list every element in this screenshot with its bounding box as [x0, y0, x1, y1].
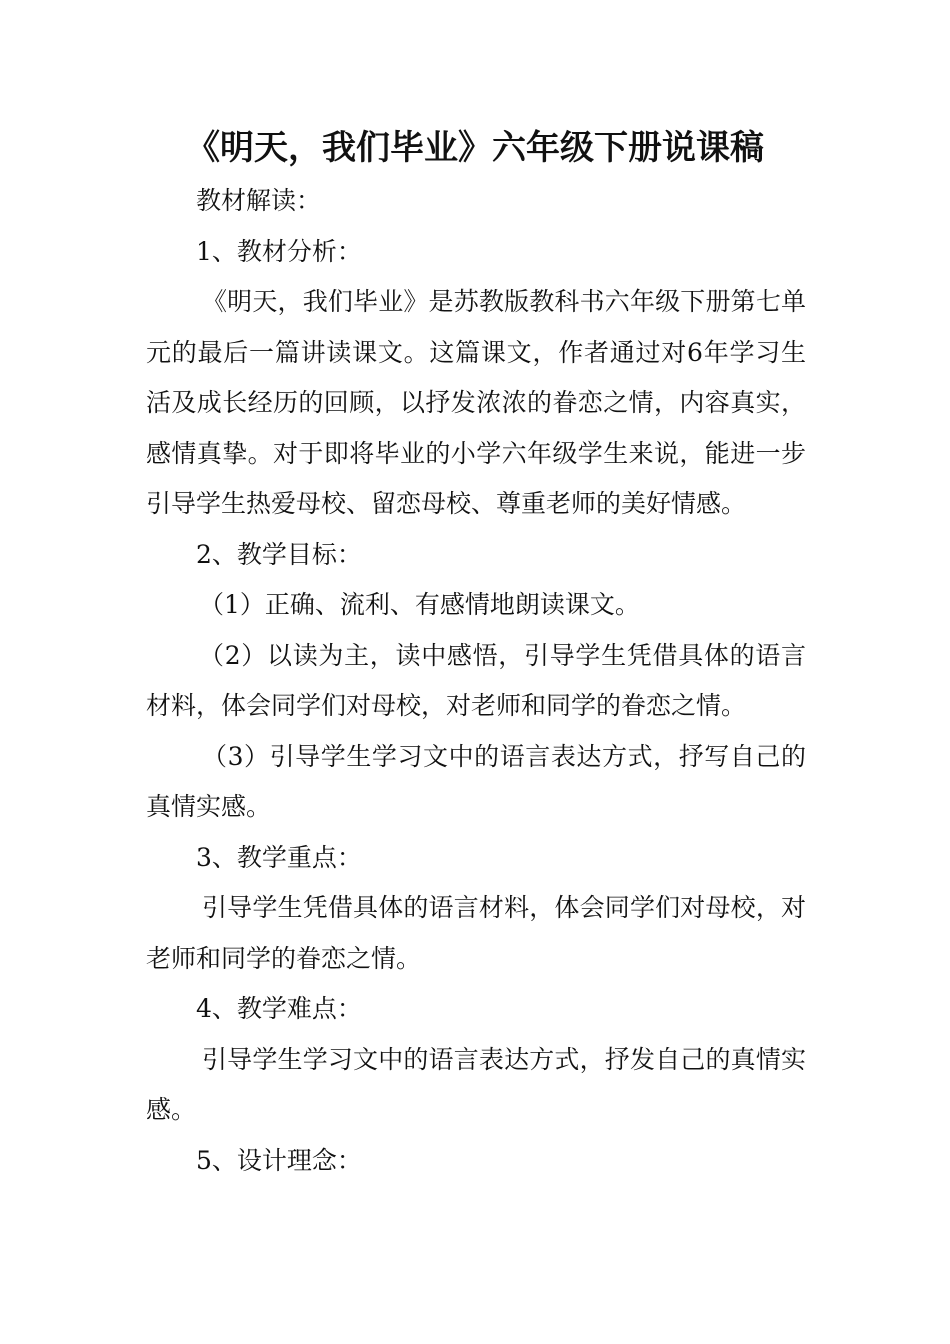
section-heading-design-concept: 5、设计理念： [196, 1145, 362, 1175]
paragraph-teaching-focus: 引导学生凭借具体的语言材料，体会同学们对母校，对老师和同学的眷恋之情。 [146, 893, 806, 973]
section-heading-teaching-difficulty: 4、教学难点： [196, 994, 362, 1023]
paragraph-goal-1: （1）正确、流利、有感情地朗读课文。 [199, 590, 640, 619]
section-heading-textbook-analysis: 1、教材分析： [196, 236, 362, 266]
paragraph-goal-3: （3）引导学生学习文中的语言表达方式，抒写自己的真情实感。 [146, 741, 806, 821]
paragraph-teaching-difficulty: 引导学生学习文中的语言表达方式，抒发自己的真情实感。 [146, 1044, 806, 1124]
section-heading-teaching-goals: 2、教学目标： [196, 539, 362, 569]
section-heading-teaching-focus: 3、教学重点： [196, 842, 362, 872]
section-heading-textbook-reading: 教材解读： [196, 186, 322, 215]
paragraph-textbook-analysis: 《明天，我们毕业》是苏教版教科书六年级下册第七单元的最后一篇讲读课文。这篇课文，作者通过对6年学习生活及成长经历的回顾，以抒发浓浓的眷恋之情，内容真实，感情真挚。对于即将毕业的小学六年级学生来说，能进一步引导学生热爱母校、留恋母校、尊重老师的美好情感。 [146, 287, 806, 518]
document-title: 《明天，我们毕业》六年级下册说课稿 [186, 128, 764, 168]
document-body [146, 176, 806, 1186]
paragraph-goal-2: （2）以读为主，读中感悟，引导学生凭借具体的语言材料，体会同学们对母校，对老师和同学的眷恋之情。 [146, 640, 806, 720]
